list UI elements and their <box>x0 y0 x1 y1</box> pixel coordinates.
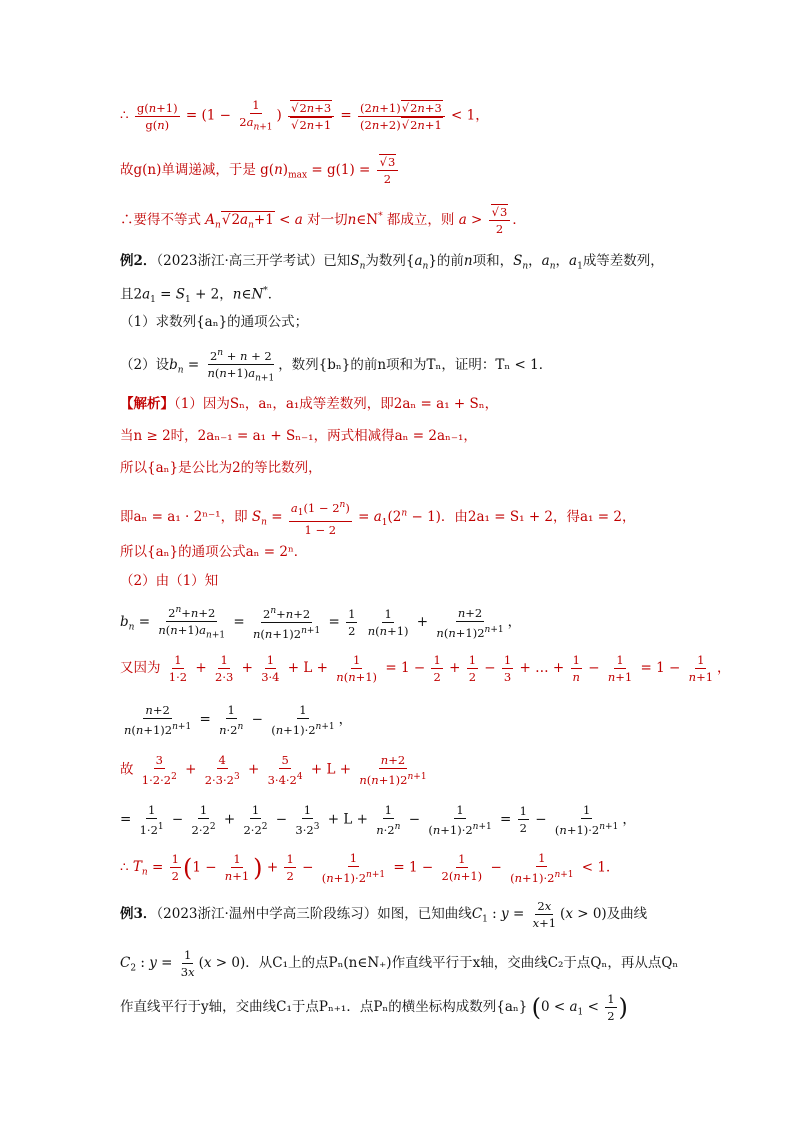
solution-tag: 【解析】 <box>120 396 174 412</box>
solution-line4: 即aₙ = a₁ · 2ⁿ⁻¹，即 $S_n$ = $\frac{a_1(1 - 2^n)}{1 - 2}$ = $a_1(2^n - 1)$．由2a₁ = S₁ + 2，得a₁ = 2， <box>120 500 636 538</box>
ex3-text-b: ．从C₁上的点Pₙ(n∈N₊)作直线平行于x轴，交曲线C₂于点Qₙ，再从点Qₙ <box>245 955 679 971</box>
series-expansion: = $\frac{1}{1\cdot 2^1}$ − $\frac{1}{2\cdot 2^2}$ + $\frac{1}{2\cdot 2^2}$ − $\frac{1}{3\cdot 2^3}$ + L + $\frac{1}{n\cdot 2^n}$ − $\frac{1}{(n+1)\cdot 2^{n+1}}$ = $\frac{1}{2}$ − $\frac{1}{(n+1)\cdot 2^{n+1}}$ ， <box>120 803 636 837</box>
solution-line2: 当n ≥ 2时，2aₙ₋₁ = a₁ + Sₙ₋₁，两式相减得aₙ = 2aₙ₋₁， <box>120 428 477 444</box>
conclusion-line: ∴要得不等式 $A_n√$ $2a_n+1 < a$ 对一切n∈N* 都成立，则 a > √ $\frac{3}{2}$ ． <box>120 205 526 236</box>
q2-text-a: （2）设 <box>120 357 170 374</box>
sol1-text: （1）因为Sₙ，aₙ，a₁成等差数列，即2aₙ = a₁ + Sₙ， <box>174 396 499 412</box>
example2-source: （2023浙江·高三开学考试）已知 <box>156 253 351 269</box>
ex2-text-a: 为数列 <box>365 253 406 269</box>
example3-source: （2023浙江·温州中学高三阶段练习）如图，已知曲线 <box>156 906 472 922</box>
inequality-g-ratio: ∴ $\frac{g(n+1)}{g(n)}$ = (1 − $\frac{1}{2a_{n+1}}$ ) √ 2n+3 √ 2n+1 = $\frac{(2n+1)√ 2n+3}{(2n+2)√ 2n+1}$ < 1， <box>120 98 489 134</box>
example3-label: 例3． <box>120 906 157 922</box>
tn-conclusion: ∴ $T_n$ = $\frac{1}{2}$ (1 − $\frac{1}{n+1}$ ) + $\frac{1}{2}$ − $\frac{1}{(n+1)\cdot 2^{n+1}}$ = 1 − $\frac{1}{2(n+1)}$ − $\frac{1}{(n+1)\cdot 2^{n+1}}$ < 1． <box>120 851 620 885</box>
solution-line1 <box>120 394 498 414</box>
conclusion-text-c: 都成立，则 <box>386 212 455 228</box>
example2-line2: 且$2a_1 = S_1 + 2$，n∈N*． <box>120 286 282 306</box>
ex2-text-b: 的前 <box>436 253 464 269</box>
ex3-text-c: 作直线平行于y轴，交曲线C₁于点Pₙ₊₁．点Pₙ的横坐标构成数列{aₙ} <box>120 999 528 1015</box>
g-decreasing-text: 故g(n)单调递减，于是 <box>120 162 256 178</box>
sol4-text-b: ．由2a₁ = S₁ + 2，得a₁ = 2， <box>440 509 636 526</box>
telescoping-sum: 又因为 $\frac{1}{1\cdot 2}$ + $\frac{1}{2\cdot 3}$ + $\frac{1}{3\cdot 4}$ + L + $\frac{1}{n(n+1)}$ = 1 − $\frac{1}{2}$ + $\frac{1}{2}$ − $\frac{1}{3}$ + … + $\frac{1}{n}$ − $\frac{1}{n+1}$ = 1 − $\frac{1}{n+1}$ ， <box>120 653 731 684</box>
q2-text-b: ，数列{bₙ}的前n项和为Tₙ，证明：Tₙ < 1． <box>278 357 553 374</box>
bn-decomposition: $b_n$ = $\frac{2^n+n+2}{n(n+1)a_{n+1}}$ = $\frac{2^n+n+2}{n(n+1)2^{n+1}}$ = $\frac{1}{2}$ $\frac{1}{n(n+1)}$ + $\frac{n+2}{n(n+1)2^{n+1}}$ ， <box>120 605 522 641</box>
sol4-text-a: 即aₙ = a₁ · 2ⁿ⁻¹，即 <box>120 509 248 526</box>
example2-line1: 例2．（2023浙江·高三开学考试）已知$S_n$为数列$\{a_n\}$的前n项和，$S_n$，$a_n$，$a_1$成等差数列， <box>120 253 664 272</box>
solution-line5: 所以{aₙ}的通项公式aₙ = 2ⁿ． <box>120 544 308 560</box>
solution-line6: （2）由（1）知 <box>120 573 219 589</box>
split-term: $\frac{n+2}{n(n+1)2^{n+1}}$ = $\frac{1}{n\cdot 2^n}$ − $\frac{1}{(n+1)\cdot 2^{n+1}}$ ， <box>124 703 353 737</box>
question-1: （1）求数列{aₙ}的通项公式； <box>120 314 309 330</box>
solution-line3: 所以{aₙ}是公比为2的等比数列， <box>120 460 322 476</box>
question-2: （2）设$b_n$ = $\frac{2^n + n + 2}{n(n+1)a_{n+1}}$ ，数列{bₙ}的前n项和为Tₙ，证明：Tₙ < 1． <box>120 348 553 384</box>
ex3-text-a: 及曲线 <box>606 906 648 922</box>
example2-label: 例2． <box>120 253 157 269</box>
conclusion-text-a: ∴要得不等式 <box>120 212 201 228</box>
conclusion-text-b: 对一切 <box>307 212 348 228</box>
example3-line1: 例3．（2023浙江·温州中学高三阶段练习）如图，已知曲线$C_1$ : y = $\frac{2x}{x+1}$ (x > 0)及曲线 <box>120 899 648 930</box>
ex2-text-d: 成等差数列， <box>582 253 664 269</box>
series-sum: 故 $\frac{3}{1\cdot 2\cdot 2^2}$ + $\frac{4}{2\cdot 3\cdot 2^3}$ + $\frac{5}{3\cdot 4\cdot 2^4}$ + L + $\frac{n+2}{n(n+1)2^{n+1}}$ <box>120 753 427 787</box>
therefore-gu-text: 故 <box>120 761 134 778</box>
ex2-text-c: 项和， <box>472 253 514 269</box>
example3-line3: 作直线平行于y轴，交曲线C₁于点Pₙ₊₁．点Pₙ的横坐标构成数列{aₙ} ($0 < a_1$ < $\frac{1}{2}$ ) <box>120 992 628 1023</box>
example3-line2: $C_2$ : y = $\frac{1}{3x}$ (x > 0)．从C₁上的点Pₙ(n∈N₊)作直线平行于x轴，交曲线C₂于点Qₙ，再从点Qₙ <box>120 948 679 979</box>
g-decreasing-line: 故g(n)单调递减，于是 $g(n)_{max} = g(1)$ = √ $\frac{3}{2}$ <box>120 155 400 186</box>
ex2-l2-text: 且 <box>120 286 134 303</box>
also-because-text: 又因为 <box>120 660 161 676</box>
